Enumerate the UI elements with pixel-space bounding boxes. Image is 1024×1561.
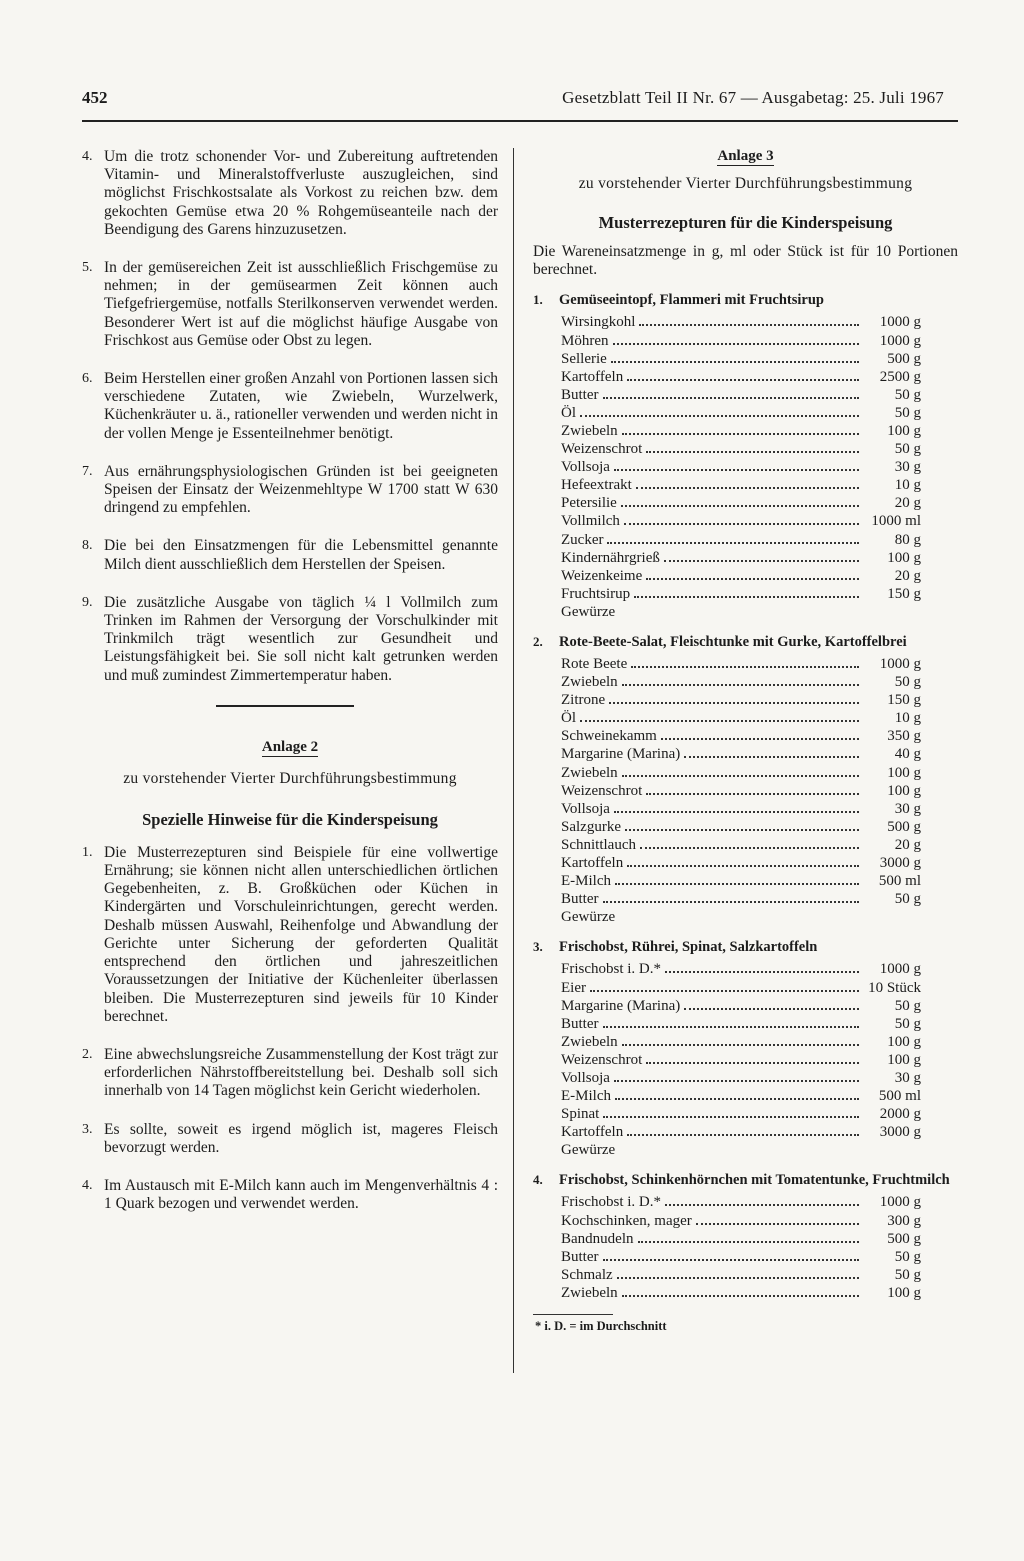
leader-dots: [621, 505, 859, 507]
ingredient-name: Butter: [561, 1248, 599, 1265]
leader-dots: [624, 523, 859, 525]
ingredient-name: Fruchtsirup: [561, 585, 631, 602]
ingredient-name: Vollsoja: [561, 459, 610, 476]
anlage2-item-paragraph-number: 4.: [82, 1177, 93, 1193]
ingredient-row: [561, 567, 921, 585]
leader-dots: [696, 1223, 859, 1225]
section-separator: [216, 705, 354, 707]
recipe-number: 4.: [533, 1172, 543, 1188]
hint-paragraph: [82, 537, 498, 573]
ingredient-name: Butter: [561, 891, 599, 908]
recipe: [533, 291, 958, 621]
anlage2-item-paragraph-number: 3.: [82, 1121, 93, 1137]
anlage2-item-paragraph-number: 1.: [82, 844, 93, 860]
hint-paragraph: [82, 259, 498, 350]
leader-dots: [631, 666, 859, 668]
ingredient-row: [561, 800, 921, 818]
ingredient-name: Wirsingkohl: [561, 314, 636, 331]
anlage2-item-paragraph: [82, 844, 498, 1026]
hint-paragraph: [82, 463, 498, 518]
ingredient-name: Salzgurke: [561, 818, 621, 835]
hint-paragraph-number: 7.: [82, 463, 93, 479]
ingredient-name: Zitrone: [561, 692, 606, 709]
ingredient-amount: 40 g: [894, 746, 921, 763]
ingredient-name: Kartoffeln: [561, 1124, 624, 1141]
running-title: Gesetzblatt Teil II Nr. 67 — Ausgabetag: 25. Juli 1967: [562, 88, 944, 107]
ingredient-name: Petersilie: [561, 495, 617, 512]
ingredient-name: Zwiebeln: [561, 764, 618, 781]
leader-dots: [614, 1080, 859, 1082]
ingredient-row: [561, 1248, 921, 1266]
ingredient-name: Weizenschrot: [561, 1051, 643, 1068]
recipe-title: [533, 291, 958, 309]
hint-paragraph-text: Aus ernährungsphysiologischen Gründen ist bei geeigneten Speisen der Einsatz der Weizenmehltype W 1700 statt W 630 dringend zu empfehlen.: [104, 462, 498, 517]
ingredient-name: Sellerie: [561, 350, 607, 367]
ingredient-row: [561, 979, 921, 997]
ingredient-row: [561, 836, 921, 854]
ingredient-name: Vollsoja: [561, 800, 610, 817]
column-divider: [513, 148, 514, 1373]
ingredient-row: [561, 890, 921, 908]
leader-dots: [646, 451, 859, 453]
recipe-name: Frischobst, Schinkenhörnchen mit Tomatentunke, Fruchtmilch: [559, 1172, 950, 1189]
recipe-number: 2.: [533, 634, 543, 649]
anlage2-item-paragraph-text: Im Austausch mit E-Milch kann auch im Mengenverhältnis 4 : 1 Quark bezogen und verwendet werden.: [104, 1176, 498, 1213]
ingredient-name: Hefeextrakt: [561, 477, 632, 494]
leader-dots: [646, 1062, 859, 1064]
ingredient-row: [561, 422, 921, 440]
ingredient-amount: 500 g: [887, 1230, 921, 1247]
ingredient-row: [561, 458, 921, 476]
leader-dots: [665, 1204, 859, 1206]
ingredient-row: [561, 1141, 921, 1159]
recipe-number: 1.: [533, 292, 543, 308]
ingredient-name: Zwiebeln: [561, 674, 618, 691]
ingredient-name: Vollmilch: [561, 513, 620, 530]
page-number: 452: [82, 88, 108, 107]
ingredient-name: Spinat: [561, 1106, 600, 1123]
ingredient-name: Möhren: [561, 332, 609, 349]
ingredient-row: [561, 1033, 921, 1051]
leader-dots: [613, 343, 860, 345]
ingredient-name: Weizenkeime: [561, 567, 643, 584]
leader-dots: [615, 883, 859, 885]
hint-paragraph-number: 9.: [82, 594, 93, 610]
ingredient-row: [561, 603, 921, 621]
ingredient-amount: 1000 g: [879, 1194, 921, 1211]
ingredient-amount: 350 g: [887, 728, 921, 745]
ingredient-name: Butter: [561, 1015, 599, 1032]
ingredient-row: [561, 673, 921, 691]
ingredient-row: [561, 1087, 921, 1105]
ingredient-row: [561, 386, 921, 404]
leader-dots: [603, 901, 860, 903]
ingredient-row: [561, 531, 921, 549]
ingredient-row: [561, 1069, 921, 1087]
ingredient-amount: 50 g: [894, 1266, 921, 1283]
ingredient-name: Eier: [561, 979, 586, 996]
recipe: [533, 633, 958, 926]
ingredient-amount: 300 g: [887, 1212, 921, 1229]
ingredient-name: Gewürze: [561, 1142, 616, 1159]
leader-dots: [603, 1026, 860, 1028]
ingredient-amount: 2000 g: [879, 1106, 921, 1123]
ingredient-amount: 1000 g: [879, 961, 921, 978]
ingredient-amount: 100 g: [887, 782, 921, 799]
ingredient-name: Margarine (Marina): [561, 746, 681, 763]
ingredient-amount: 500 g: [887, 818, 921, 835]
hint-paragraph-text: Die bei den Einsatzmengen für die Lebensmittel genannte Milch dient ausschließlich dem Herstellen der Speisen.: [104, 537, 498, 573]
ingredient-name: Rote Beete: [561, 656, 628, 672]
anlage2-item-paragraph: [82, 1046, 498, 1101]
leader-dots: [609, 702, 859, 704]
leader-dots: [622, 775, 859, 777]
leader-dots: [646, 578, 859, 580]
ingredient-row: [561, 709, 921, 727]
ingredient-row: [561, 764, 921, 782]
recipe-name: Rote-Beete-Salat, Fleischtunke mit Gurke, Kartoffelbrei: [559, 634, 907, 650]
ingredient-row: [561, 313, 921, 331]
ingredient-name: Butter: [561, 386, 599, 403]
ingredient-amount: 2500 g: [879, 368, 921, 385]
recipe: [533, 1171, 958, 1302]
leader-dots: [664, 560, 859, 562]
ingredient-amount: 3000 g: [879, 855, 921, 872]
leader-dots: [684, 1008, 859, 1010]
ingredient-name: Zwiebeln: [561, 1033, 618, 1050]
hint-paragraph-text: Beim Herstellen einer großen Anzahl von Portionen lassen sich verschiedene Zutaten, wie Zwiebeln, Wurzelwerk, Küchenkräuter u. ä., rationeller verwenden und werden nicht in der vollen Menge je Essenteilnehmer benötigt.: [104, 370, 498, 442]
recipe-list: [533, 291, 958, 1302]
ingredient-name: Schnittlauch: [561, 836, 636, 853]
anlage2-item-paragraph-text: Es sollte, soweit es irgend möglich ist, mageres Fleisch bevorzugt werden.: [104, 1120, 498, 1156]
ingredient-amount: 100 g: [887, 422, 921, 439]
ingredient-row: [561, 727, 921, 745]
leader-dots: [638, 1241, 860, 1243]
ingredient-row: [561, 1105, 921, 1123]
ingredient-name: Kartoffeln: [561, 368, 624, 385]
ingredient-row: [561, 691, 921, 709]
ingredient-amount: 20 g: [894, 567, 921, 584]
anlage2-item-paragraph: [82, 1177, 498, 1213]
ingredient-row: [561, 440, 921, 458]
anlage3-heading: Anlage 3: [717, 148, 774, 164]
leader-dots: [590, 990, 859, 992]
ingredient-name: Öl: [561, 404, 576, 421]
ingredient-row: [561, 1015, 921, 1033]
ingredient-row: [561, 494, 921, 512]
ingredient-amount: 10 g: [894, 477, 921, 494]
ingredient-amount: 100 g: [887, 764, 921, 781]
anlage3-title: Musterrezepturen für die Kinderspeisung: [598, 213, 893, 232]
ingredient-name: Weizenschrot: [561, 441, 643, 458]
ingredient-amount: 30 g: [894, 800, 921, 817]
anlage2-item-paragraph-text: Die Musterrezepturen sind Beispiele für eine vollwertige Ernährung; sie können nicht allen unterschiedlichen örtlichen Gegebenheiten, z. B. Großküchen oder Küchen in Kindergärten und Vorschuleinrichtungen, gerecht werden. Deshalb müssen Auswahl, Reihenfolge und Abwandlung der Gerichte unter Sicherung der geforderten Qualität entsprechend den örtlichen und jahreszeitlichen Voraussetzungen der Initiative der Küchenleiter überlassen bleiben. Die Musterrezepturen sind jeweils für 10 Kinder berechnet.: [104, 843, 498, 1025]
ingredient-row: [561, 549, 921, 567]
ingredient-name: Kochschinken, mager: [561, 1212, 692, 1229]
hint-paragraph: [82, 148, 498, 239]
ingredient-amount: 100 g: [887, 1051, 921, 1068]
leader-dots: [640, 847, 859, 849]
leader-dots: [646, 793, 859, 795]
ingredient-amount: 50 g: [894, 404, 921, 421]
leader-dots: [627, 379, 859, 381]
hint-paragraph-number: 5.: [82, 260, 93, 276]
leader-dots: [622, 684, 859, 686]
recipe-number: 3.: [533, 939, 543, 955]
leader-dots: [603, 397, 860, 399]
hint-paragraph-text: Um die trotz schonender Vor- und Zubereitung auftretenden Vitamin- und Mineralstoffverluste auszugleichen, sind möglichst Frischkostsalate als Vorkost zu reichen bzw. dem gekochten Gemüse etwa 20 % Rohgemüseanteile nach der Beendigung des Garens hinzuzusetzen.: [104, 148, 498, 238]
leader-dots: [636, 487, 859, 489]
ingredient-amount: 20 g: [894, 836, 921, 853]
ingredient-row: [561, 997, 921, 1015]
ingredient-amount: 50 g: [894, 1015, 921, 1032]
anlage2-heading: Anlage 2: [261, 738, 319, 755]
ingredient-row: [561, 1051, 921, 1069]
leader-dots: [603, 1116, 859, 1118]
ingredient-row: [561, 332, 921, 350]
ingredient-row: [561, 1230, 921, 1248]
ingredient-row: [561, 350, 921, 368]
ingredient-name: Schweinekamm: [561, 728, 657, 745]
leader-dots: [580, 720, 859, 722]
ingredient-amount: 50 g: [894, 441, 921, 458]
ingredient-amount: 80 g: [894, 531, 921, 548]
ingredient-amount: 150 g: [887, 585, 921, 602]
ingredient-amount: 1000 g: [879, 314, 921, 331]
leader-dots: [607, 542, 859, 544]
ingredient-amount: 500 ml: [878, 1088, 921, 1105]
recipe-name: Gemüseeintopf, Flammeri mit Fruchtsirup: [559, 292, 824, 309]
ingredient-amount: 30 g: [894, 1069, 921, 1086]
ingredient-name: Zucker: [561, 531, 604, 548]
ingredient-amount: 100 g: [887, 1033, 921, 1050]
leader-dots: [615, 1098, 859, 1100]
ingredient-row: [561, 368, 921, 386]
leader-dots: [627, 865, 859, 867]
hint-paragraph-number: 6.: [82, 371, 93, 387]
ingredient-amount: 500 g: [887, 350, 921, 367]
ingredient-amount: 50 g: [894, 891, 921, 908]
ingredient-name: Kindernährgrieß: [561, 549, 660, 566]
ingredient-amount: 50 g: [894, 386, 921, 403]
leader-dots: [622, 433, 859, 435]
ingredient-row: [561, 960, 921, 978]
ingredient-name: E-Milch: [561, 1088, 611, 1105]
ingredient-name: Vollsoja: [561, 1069, 610, 1086]
recipe-title: [533, 1171, 958, 1189]
leader-dots: [622, 1295, 859, 1297]
ingredient-row: [561, 1193, 921, 1211]
recipe-name: Frischobst, Rührei, Spinat, Salzkartoffeln: [559, 939, 818, 956]
leader-dots: [603, 1259, 860, 1261]
ingredient-row: [561, 404, 921, 422]
ingredient-name: Schmalz: [561, 1266, 613, 1283]
ingredient-amount: 50 g: [894, 1248, 921, 1265]
ingredient-amount: 1000 g: [879, 332, 921, 349]
leader-dots: [614, 811, 859, 813]
ingredient-row: [561, 818, 921, 836]
hint-paragraph: [82, 594, 498, 685]
ingredient-row: [561, 655, 921, 673]
ingredient-amount: 100 g: [887, 1284, 921, 1301]
leader-dots: [617, 1277, 859, 1279]
ingredient-row: [561, 476, 921, 494]
ingredient-row: [561, 782, 921, 800]
anlage2-item-paragraph-text: Eine abwechslungsreiche Zusammenstellung der Kost trägt zur erforderlichen Nährstoffbereitstellung bei. Deshalb soll sich innerhalb von 14 Tagen möglichst kein Gericht wiederholen.: [104, 1045, 498, 1100]
ingredient-row: [561, 512, 921, 530]
left-paragraphs: [82, 148, 498, 685]
recipe-title: [533, 938, 958, 956]
footnote: * i. D. = im Durchschnitt: [535, 1319, 667, 1333]
ingredient-name: Bandnudeln: [561, 1230, 634, 1247]
ingredient-amount: 50 g: [894, 674, 921, 691]
ingredient-name: Zwiebeln: [561, 1284, 618, 1301]
ingredient-row: [561, 1123, 921, 1141]
anlage3-intro: Die Wareneinsatzmenge in g, ml oder Stück ist für 10 Portionen berechnet.: [533, 243, 958, 279]
ingredient-name: E-Milch: [561, 873, 611, 890]
ingredient-row: [561, 872, 921, 890]
ingredient-row: [561, 854, 921, 872]
leader-dots: [625, 829, 859, 831]
ingredient-amount: 10 Stück: [868, 979, 921, 996]
ingredient-amount: 3000 g: [879, 1124, 921, 1141]
recipe: [533, 938, 958, 1159]
ingredient-amount: 50 g: [894, 997, 921, 1014]
ingredient-name: Gewürze: [561, 603, 616, 620]
ingredient-name: Öl: [561, 710, 576, 727]
anlage2-item-paragraph: [82, 1121, 498, 1157]
recipe-title: [533, 633, 958, 651]
ingredient-amount: 1000 g: [879, 656, 921, 672]
ingredient-name: Kartoffeln: [561, 855, 624, 872]
page-header: [82, 88, 958, 112]
ingredient-name: Zwiebeln: [561, 422, 618, 439]
leader-dots: [665, 971, 859, 973]
leader-dots: [622, 1044, 859, 1046]
ingredient-amount: 100 g: [887, 549, 921, 566]
footnote-rule: [533, 1314, 613, 1315]
right-column: [533, 148, 958, 1334]
ingredient-name: Frischobst i. D.*: [561, 1194, 662, 1211]
ingredient-row: [561, 745, 921, 763]
anlage2-item-paragraph-number: 2.: [82, 1046, 93, 1062]
leader-dots: [580, 415, 859, 417]
leader-dots: [684, 756, 859, 758]
ingredient-row: [561, 1284, 921, 1302]
anlage3-subtitle: zu vorstehender Vierter Durchführungsbestimmung: [578, 175, 913, 192]
leader-dots: [614, 469, 859, 471]
ingredient-amount: 1000 ml: [871, 513, 921, 530]
ingredient-amount: 500 ml: [878, 873, 921, 890]
ingredient-row: [561, 1266, 921, 1284]
hint-paragraph-text: Die zusätzliche Ausgabe von täglich ¼ l Vollmilch zum Trinken im Rahmen der Versorgung der Vorschulkinder mit Trinkmilch trägt wesentlich zur Gesundheit und Leistungsfähigkeit bei. Sie soll nicht kalt getrunken werden und muß zumindest Zimmertemperatur haben.: [104, 593, 498, 684]
hint-paragraph-number: 8.: [82, 538, 93, 554]
hint-paragraph-number: 4.: [82, 149, 93, 164]
leader-dots: [639, 324, 859, 326]
ingredient-name: Gewürze: [561, 909, 616, 926]
ingredient-name: Weizenschrot: [561, 782, 643, 799]
ingredient-row: [561, 1212, 921, 1230]
hint-paragraph: [82, 370, 498, 443]
ingredient-amount: 10 g: [894, 710, 921, 727]
anlage2-items: [82, 844, 498, 1213]
ingredient-amount: 150 g: [887, 692, 921, 709]
header-rule: [82, 120, 958, 122]
anlage2-title: Spezielle Hinweise für die Kinderspeisung: [142, 809, 438, 829]
hint-paragraph-text: In der gemüsereichen Zeit ist ausschließlich Frischgemüse zu nehmen; in der gemüsearmen Zeit können auch Tiefgefriergemüse, notfalls Sterilkonserven verwendet werden. Besonderer Wert ist auf die möglichst häufige Ausgabe von Frischkost aus Gemüse oder Obst zu legen.: [104, 259, 498, 349]
ingredient-amount: 20 g: [894, 495, 921, 512]
leader-dots: [634, 596, 859, 598]
ingredient-amount: 30 g: [894, 459, 921, 476]
ingredient-name: Margarine (Marina): [561, 997, 681, 1014]
leader-dots: [661, 738, 859, 740]
leader-dots: [627, 1134, 859, 1136]
ingredient-row: [561, 585, 921, 603]
anlage2-subtitle: zu vorstehender Vierter Durchführungsbestimmung: [123, 769, 457, 787]
leader-dots: [611, 361, 859, 363]
ingredient-name: Frischobst i. D.*: [561, 961, 662, 978]
ingredient-row: [561, 908, 921, 926]
left-column: [82, 148, 498, 1233]
